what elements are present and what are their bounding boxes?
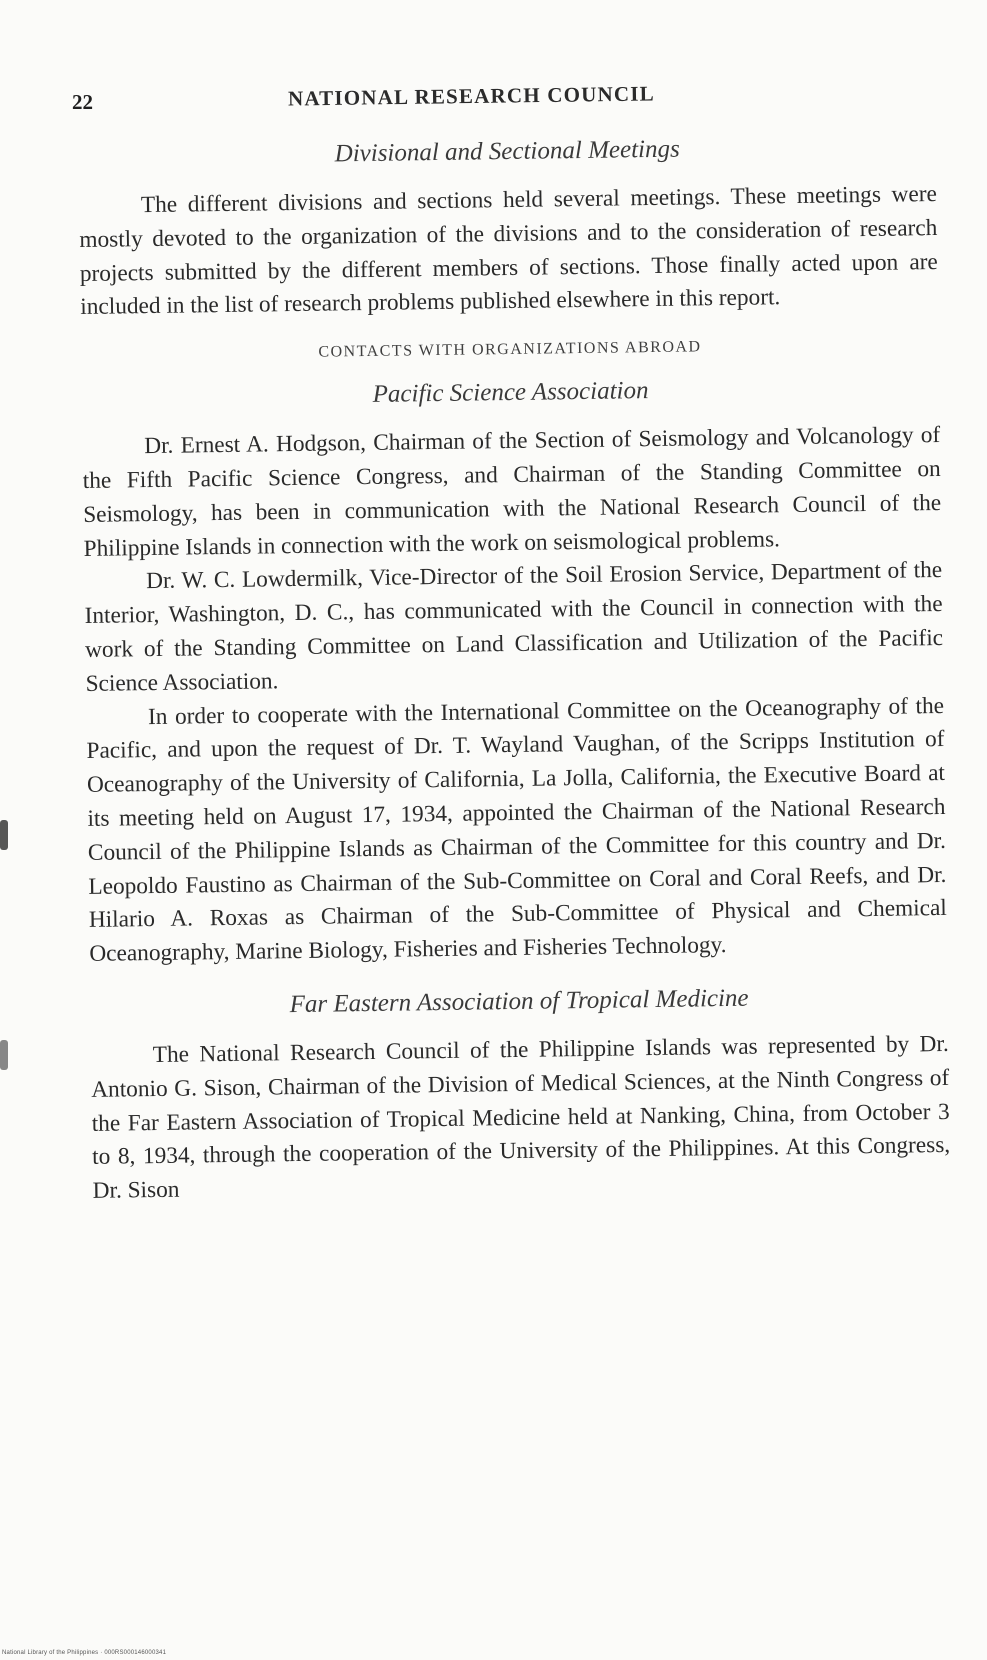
page-number: 22: [72, 90, 93, 114]
paragraph-divisional: The different divisions and sections held several meetings. These meetings were mostly devoted to the organization of the divisions and to the consideration of research projects submitted by the different members of sections. Those finally acted upon are included in the list of research problems published elsewhere in this report.: [79, 181, 938, 321]
binding-edge-mark: [0, 1040, 8, 1070]
binding-edge-mark: [0, 820, 8, 850]
paragraph-pacific-1: Dr. Ernest A. Hodgson, Chairman of the Section of Seismology and Volcanology of the Fifth Pacific Science Congress, and Chairman of the Standing Committee on Seismology, has been in communication with the National Research Council of the Philippine Islands in connection with the work on seismological problems.: [82, 422, 942, 562]
section-heading-contacts: CONTACTS WITH ORGANIZATIONS ABROAD: [318, 338, 702, 361]
section-heading-pacific: Pacific Science Association: [372, 377, 649, 409]
running-head: NATIONAL RESEARCH COUNCIL: [287, 81, 655, 111]
source-note: National Library of the Philippines · 000RS000146000341: [2, 1650, 167, 1656]
paragraph-pacific-2: Dr. W. C. Lowdermilk, Vice-Director of the Soil Erosion Service, Department of the Interior, Washington, D. C., has communicated with the Council in connection with the work of the Standing Committee on Land Classification and Utilization of the Pacific Science Association.: [84, 557, 944, 697]
page-body: [78, 128, 951, 1209]
section-heading-far-eastern: Far Eastern Association of Tropical Medicine: [289, 984, 749, 1019]
paragraph-pacific-3: In order to cooperate with the International Committee on the Oceanography of the Pacific, and upon the request of Dr. T. Wayland Vaughan, of the Scripps Institution of Oceanography of the University of California, La Jolla, California, the Executive Board at its meeting held on August 17, 1934, appointed the Chairman of the National Research Council of the Philippine Islands as Chairman of the Committee for this country and Dr. Leopoldo Faustino as Chairman of the Sub-Committee on Coral and Coral Reefs, and Dr. Hilario A. Roxas as Chairman of the Sub-Committee of Physical and Chemical Oceanography, Marine Biology, Fisheries and Fisheries Technology.: [86, 692, 947, 968]
section-heading-divisional: Divisional and Sectional Meetings: [334, 135, 680, 168]
paragraph-far-eastern: The National Research Council of the Philippine Islands was represented by Dr. Antonio G. Sison, Chairman of the Division of Medical Sciences, at the Ninth Congress of the Far Eastern Association of Tropical Medicine held at Nanking, China, from October 3 to 8, 1934, through the cooperation of the University of the Philippines. At this Congress, Dr. Sison: [91, 1030, 951, 1205]
